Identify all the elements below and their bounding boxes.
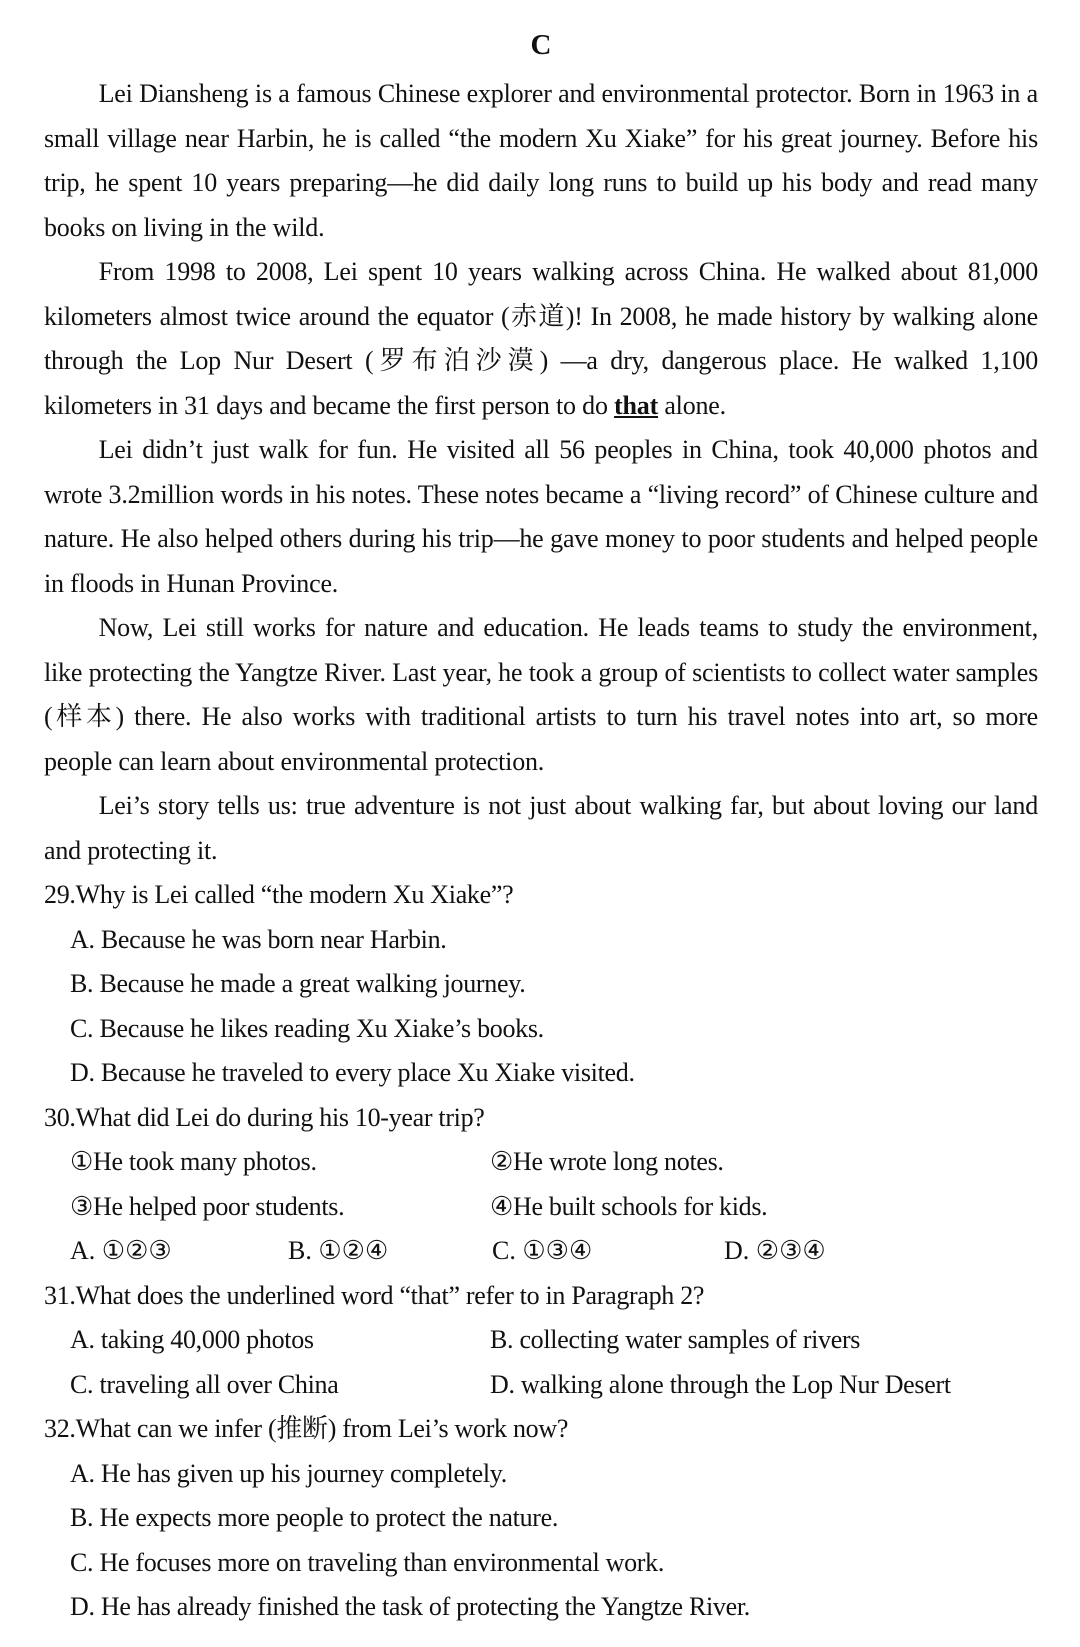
question-32-option-c: C. He focuses more on traveling than environmental work. [70,1547,665,1577]
question-32-stem: 32.What can we infer (推断) from Lei’s work now? [44,1414,569,1443]
question-29-option-b: B. Because he made a great walking journey. [70,969,526,998]
question-29-option-c: C. Because he likes reading Xu Xiake’s books. [70,1013,544,1043]
question-32-option-a: A. He has given up his journey completely. [70,1458,508,1488]
paragraph-2-text-before: From 1998 to 2008, Lei spent 10 years walking across China. He walked about 81,000 kilometers almost twice around the equator (赤道)! In 2008, he made history by walking alone through the Lop Nur Desert (罗布泊沙漠) —a dry, dangerous place. He walked 1,100 kilometers in 31 days and became the first person to do [44,257,1038,420]
question-30-statement-2: ②He wrote long notes. [490,1147,724,1176]
question-29-option-d: D. Because he traveled to every place Xu Xiake visited. [70,1058,635,1087]
question-30-statement-4: ④He built schools for kids. [490,1191,768,1221]
paragraph-2 [44,250,1038,428]
question-31-option-b: B. collecting water samples of rivers [490,1325,861,1354]
question-32-option-b: B. He expects more people to protect the nature. [70,1503,559,1532]
question-29-stem: 29.Why is Lei called “the modern Xu Xiake”? [44,880,514,909]
question-30 [44,1096,1038,1274]
paragraph-3: Lei didn’t just walk for fun. He visited all 56 peoples in China, took 40,000 photos and wrote 3.2million words in his notes. These notes became a “living record” of Chinese culture and nature. He also helped others during his trip—he gave money to poor students and helped people in floods in Hunan Province. [44,435,1038,598]
question-31-options [70,1318,1038,1407]
paragraph-1: Lei Diansheng is a famous Chinese explorer and environmental protector. Born in 1963 in a small village near Harbin, he is called “the modern Xu Xiake” for his great journey. Before his trip, he spent 10 years preparing—he did daily long runs to build up his body and read many books on living in the wild. [44,79,1038,242]
question-30-option-c: C. ①③④ [492,1236,593,1265]
section-title: C [530,29,552,61]
question-29 [44,873,1038,1096]
question-30-statement-1: ①He took many photos. [70,1147,317,1176]
question-30-option-d: D. ②③④ [724,1236,826,1265]
underlined-word-that: that [614,390,659,420]
paragraph-5: Lei’s story tells us: true adventure is not just about walking far, but about loving our land and protecting it. [44,791,1038,865]
question-30-statements [70,1140,1038,1229]
question-31-option-a: A. taking 40,000 photos [70,1325,314,1354]
question-30-option-a: A. ①②③ [70,1236,172,1265]
question-32 [44,1407,1038,1630]
question-30-option-b: B. ①②④ [288,1236,389,1265]
question-31-stem: 31.What does the underlined word “that” refer to in Paragraph 2? [44,1280,705,1310]
question-30-stem: 30.What did Lei do during his 10-year trip? [44,1102,485,1132]
question-30-statement-3: ③He helped poor students. [70,1191,345,1221]
paragraph-4: Now, Lei still works for nature and education. He leads teams to study the environment, like protecting the Yangtze River. Last year, he took a group of scientists to collect water samples (样本) there. He also works with traditional artists to turn his travel notes into art, so more people can learn about environmental protection. [44,613,1038,776]
question-29-option-a: A. Because he was born near Harbin. [70,924,447,954]
question-31-option-d: D. walking alone through the Lop Nur Desert [490,1369,951,1399]
question-30-options [70,1229,1038,1274]
paragraph-2-text-after: alone. [658,390,726,420]
question-32-option-d: D. He has already finished the task of protecting the Yangtze River. [70,1592,750,1621]
question-31-option-c: C. traveling all over China [70,1369,339,1399]
question-31 [44,1274,1038,1408]
